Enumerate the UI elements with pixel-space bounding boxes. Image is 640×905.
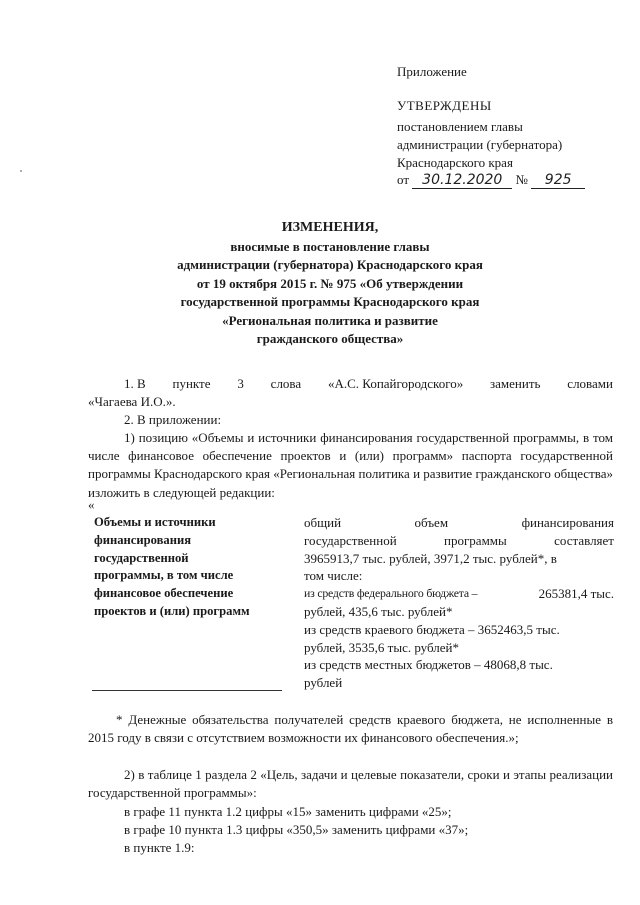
value-word: составляет	[554, 532, 614, 548]
document-title	[120, 219, 540, 349]
handwritten-number: 925	[531, 173, 585, 189]
amendment-line: в графе 10 пункта 1.3 цифры «350,5» заменить цифрами «37»;	[124, 822, 469, 837]
title-line: «Региональная политика и развитие	[222, 312, 438, 328]
handwritten-date: 30.12.2020	[412, 173, 512, 189]
item-2-2: 2) в таблице 1 раздела 2 «Цель, задачи и целевые показатели, сроки и этапы реализации государственной программы»:	[88, 767, 613, 800]
approval-line-2: администрации (губернатора)	[397, 137, 563, 152]
local-line: из средств местных бюджетов – 48068,8 тыс.	[304, 657, 553, 673]
label-line: финансовое обеспечение	[94, 586, 234, 601]
regional-line: из средств краевого бюджета – 3652463,5 тыс.	[304, 621, 560, 637]
title-line: от 19 октября 2015 г. № 975 «Об утверждении	[196, 275, 464, 291]
value-line: том числе:	[304, 568, 363, 584]
footnote: * Денежные обязательства получателей средств краевого бюджета, не исполненные в 2015 году в связи с отсутствием возможности их финансового обеспечения.»;	[88, 712, 613, 745]
item-1-word: «А.С. Копайгородского»	[328, 376, 464, 391]
federal-label: из средств федерального бюджета –	[304, 586, 478, 601]
title-line: вносимые в постановление главы	[230, 238, 430, 254]
amendment-line: в пункте 1.9:	[124, 840, 195, 855]
title-heading: ИЗМЕНЕНИЯ,	[281, 220, 379, 235]
item-1-word: 1. В	[124, 376, 146, 391]
label-line: Объемы и источники	[94, 515, 216, 529]
item-1-continuation: «Чагаева И.О.».	[88, 394, 176, 409]
appendix-label: Приложение	[397, 64, 467, 79]
item-1-word: пункте	[172, 376, 211, 391]
approval-line-3: Краснодарского края	[397, 155, 513, 170]
label-line: государственной	[94, 550, 189, 565]
approved-heading: УТВЕРЖДЕНЫ	[397, 98, 492, 113]
item-1-word: словами	[567, 376, 613, 391]
item-2: 2. В приложении:	[124, 412, 222, 427]
value-line	[304, 532, 614, 550]
title-line: государственной программы Краснодарского края	[180, 294, 480, 309]
footnote-divider	[92, 690, 282, 691]
item-1-first-line	[88, 375, 613, 393]
value-word: программы	[444, 532, 507, 548]
approval-date-line	[397, 172, 585, 189]
federal-continuation: рублей, 435,6 тыс. рублей*	[304, 603, 453, 619]
financing-label-cell	[94, 514, 294, 621]
title-line: гражданского общества»	[256, 331, 404, 346]
federal-amount: 265381,4 тыс.	[538, 586, 614, 602]
item-1-word: слова	[270, 376, 302, 391]
financing-value-cell	[304, 514, 614, 692]
local-continuation: рублей	[304, 675, 343, 691]
regional-continuation: рублей, 3535,6 тыс. рублей*	[304, 639, 460, 655]
item-2-1: 1) позицию «Объемы и источники финансирования государственной программы, в том числе финансовое обеспечение проектов и (или) программ» паспорта государственной программы Краснодарского края «Региональная политика и развитие гражданского общества» изложить в следующей редакции:	[88, 430, 613, 500]
approval-line-1: постановлением главы	[397, 119, 523, 134]
value-word: финансирования	[521, 515, 614, 530]
total-amount: 3965913,7 тыс. рублей, 3971,2 тыс. рублей*, в	[304, 550, 557, 566]
opening-quote: «	[88, 497, 95, 512]
scan-speck	[20, 170, 22, 172]
label-line: финансирования	[94, 532, 192, 547]
value-word: объем	[414, 515, 449, 530]
label-line: программы, в том числе	[94, 568, 234, 583]
item-1-word: 3	[237, 376, 244, 391]
value-word: государственной	[304, 532, 397, 548]
number-sign: №	[515, 172, 528, 187]
federal-line	[304, 585, 614, 603]
value-word: общий	[304, 515, 342, 530]
value-line	[304, 514, 614, 532]
item-1-word: заменить	[490, 376, 541, 391]
amendment-line: в графе 11 пункта 1.2 цифры «15» заменить цифрами «25»;	[124, 804, 452, 819]
label-line: проектов и (или) программ	[94, 603, 250, 618]
title-line: администрации (губернатора) Краснодарского края	[177, 257, 483, 272]
date-prefix: от	[397, 172, 410, 187]
